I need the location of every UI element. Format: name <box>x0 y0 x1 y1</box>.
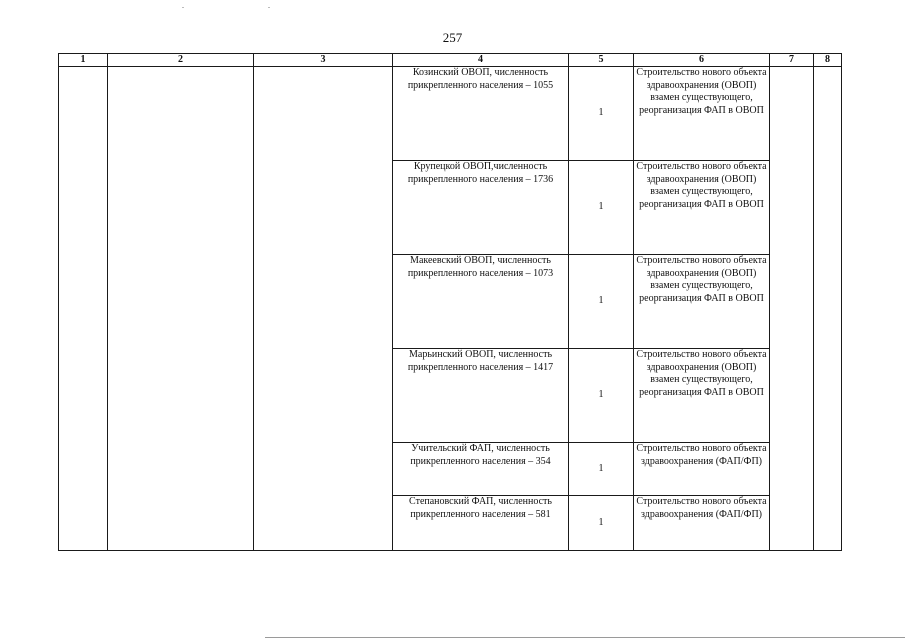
column-header: 4 <box>393 54 569 67</box>
facility-description: Макеевский ОВОП, численность прикрепленного населения – 1073 <box>393 255 569 349</box>
scan-edge-line <box>265 637 905 638</box>
column-8-cell <box>814 67 842 551</box>
facilities-table <box>58 53 842 551</box>
planned-action: Строительство нового объекта здравоохранения (ОВОП) взамен существующего, реорганизация ФАП в ОВОП <box>634 255 770 349</box>
column-number-header-row <box>59 54 842 67</box>
facility-quantity: 1 <box>569 161 634 255</box>
planned-action: Строительство нового объекта здравоохранения (ОВОП) взамен существующего, реорганизация ФАП в ОВОП <box>634 161 770 255</box>
column-header: 8 <box>814 54 842 67</box>
page-number: 257 <box>442 30 463 45</box>
scan-speck <box>182 7 184 8</box>
facility-description: Крупецкой ОВОП,численность прикрепленного населения – 1736 <box>393 161 569 255</box>
column-header: 7 <box>770 54 814 67</box>
planned-action: Строительство нового объекта здравоохранения (ОВОП) взамен существующего, реорганизация ФАП в ОВОП <box>634 67 770 161</box>
facility-quantity: 1 <box>569 496 634 551</box>
column-7-cell <box>770 67 814 551</box>
column-header: 5 <box>569 54 634 67</box>
planned-action: Строительство нового объекта здравоохранения (ФАП/ФП) <box>634 496 770 551</box>
facility-quantity: 1 <box>569 67 634 161</box>
column-header: 6 <box>634 54 770 67</box>
scan-speck <box>268 7 270 8</box>
column-header: 2 <box>108 54 254 67</box>
column-2-cell <box>108 67 254 551</box>
planned-action: Строительство нового объекта здравоохранения (ОВОП) взамен существующего, реорганизация ФАП в ОВОП <box>634 349 770 443</box>
table-row <box>59 67 842 161</box>
facility-description: Козинский ОВОП, численность прикрепленного населения – 1055 <box>393 67 569 161</box>
facility-description: Учительский ФАП, численность прикрепленного населения – 354 <box>393 443 569 496</box>
facility-quantity: 1 <box>569 255 634 349</box>
facility-quantity: 1 <box>569 349 634 443</box>
column-header: 3 <box>254 54 393 67</box>
facility-description: Степановский ФАП, численность прикрепленного населения – 581 <box>393 496 569 551</box>
column-1-cell <box>59 67 108 551</box>
facility-quantity: 1 <box>569 443 634 496</box>
column-3-cell <box>254 67 393 551</box>
planned-action: Строительство нового объекта здравоохранения (ФАП/ФП) <box>634 443 770 496</box>
column-header: 1 <box>59 54 108 67</box>
facility-description: Марьинский ОВОП, численность прикрепленного населения – 1417 <box>393 349 569 443</box>
